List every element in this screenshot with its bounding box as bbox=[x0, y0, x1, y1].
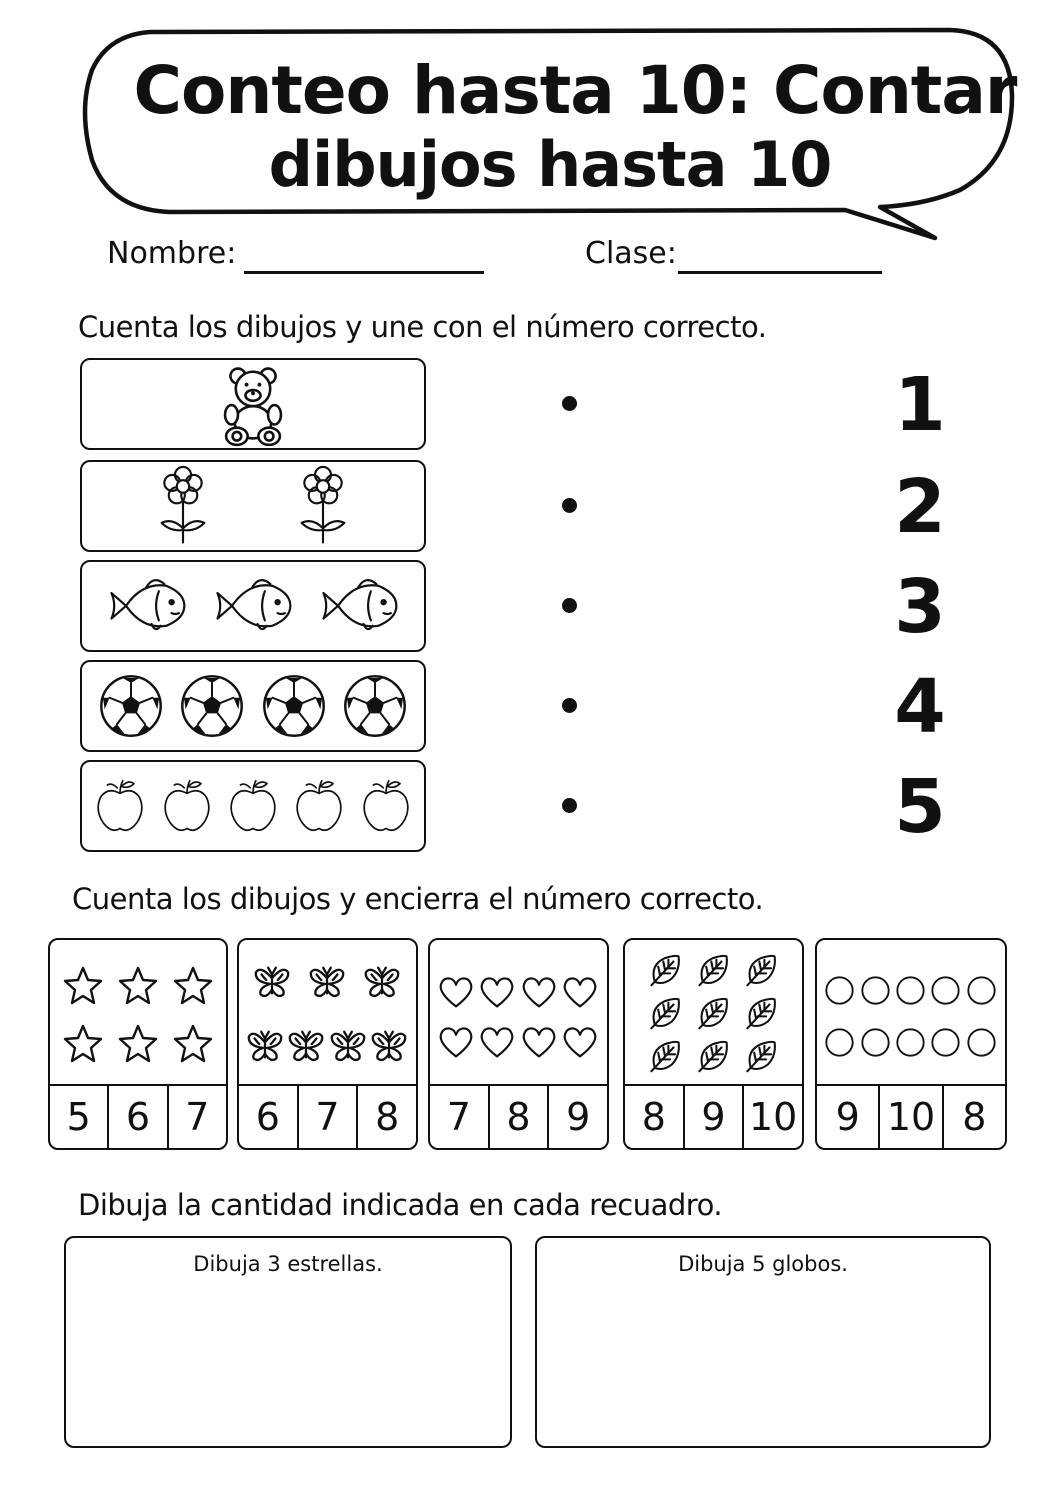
star-icon bbox=[63, 966, 103, 1006]
draw-box-stars-label: Dibuja 3 estrellas. bbox=[193, 1252, 383, 1276]
draw-box-stars[interactable] bbox=[64, 1236, 512, 1448]
name-label: Nombre: bbox=[107, 236, 237, 271]
section1-instruction: Cuenta los dibujos y une con el número correcto. bbox=[78, 310, 767, 344]
card-number-options bbox=[239, 1084, 416, 1148]
number-option[interactable]: 10 bbox=[742, 1086, 802, 1148]
heart-icon bbox=[479, 1024, 515, 1060]
circle-icon bbox=[966, 1027, 997, 1058]
leaf-icon bbox=[648, 953, 682, 987]
card-number-options bbox=[625, 1084, 802, 1148]
circle-icon bbox=[895, 1027, 926, 1058]
match-dot[interactable] bbox=[562, 698, 577, 713]
count-card bbox=[237, 938, 418, 1150]
star-icon bbox=[63, 1024, 103, 1064]
circle-icon bbox=[860, 1027, 891, 1058]
number-option[interactable]: 9 bbox=[683, 1086, 743, 1148]
circle-icon bbox=[860, 975, 891, 1006]
match-dot[interactable] bbox=[562, 396, 577, 411]
section3-instruction: Dibuja la cantidad indicada en cada recuadro. bbox=[78, 1188, 723, 1222]
apple-icon bbox=[159, 778, 215, 834]
card-pictures bbox=[625, 940, 802, 1088]
match-dot[interactable] bbox=[562, 798, 577, 813]
apple-icon bbox=[358, 778, 414, 834]
card-number-options bbox=[430, 1084, 607, 1148]
star-icon bbox=[173, 1024, 213, 1064]
card-pictures bbox=[239, 940, 416, 1088]
heart-icon bbox=[521, 974, 557, 1010]
section2-instruction: Cuenta los dibujos y encierra el número correcto. bbox=[72, 882, 764, 916]
leaf-icon bbox=[696, 1039, 730, 1073]
teddy-bear-icon bbox=[210, 361, 296, 447]
draw-box-balloons[interactable] bbox=[535, 1236, 991, 1448]
name-answer-line[interactable] bbox=[244, 271, 484, 274]
match-number[interactable]: 2 bbox=[894, 464, 946, 550]
count-card bbox=[815, 938, 1007, 1150]
fish-icon bbox=[106, 573, 188, 639]
star-icon bbox=[173, 966, 213, 1006]
soccer-ball-icon bbox=[342, 673, 408, 739]
count-card bbox=[48, 938, 228, 1150]
card-pictures bbox=[430, 940, 607, 1088]
count-card bbox=[623, 938, 804, 1150]
heart-icon bbox=[562, 1024, 598, 1060]
star-icon bbox=[118, 966, 158, 1006]
number-option[interactable]: 6 bbox=[107, 1086, 166, 1148]
class-answer-line[interactable] bbox=[678, 271, 882, 274]
card-pictures bbox=[50, 940, 226, 1088]
circle-icon bbox=[930, 975, 961, 1006]
number-option[interactable]: 8 bbox=[641, 1095, 666, 1139]
apple-icon bbox=[92, 778, 148, 834]
match-number[interactable]: 3 bbox=[894, 564, 946, 650]
leaf-icon bbox=[696, 953, 730, 987]
number-option[interactable]: 10 bbox=[878, 1086, 941, 1148]
leaf-icon bbox=[744, 996, 778, 1030]
leaf-icon bbox=[696, 996, 730, 1030]
number-option[interactable]: 5 bbox=[66, 1095, 91, 1139]
card-number-options bbox=[817, 1084, 1005, 1148]
number-option[interactable]: 7 bbox=[167, 1086, 226, 1148]
star-icon bbox=[118, 1024, 158, 1064]
match-dot[interactable] bbox=[562, 598, 577, 613]
match-number[interactable]: 5 bbox=[894, 764, 946, 850]
number-option[interactable]: 8 bbox=[942, 1086, 1005, 1148]
number-option[interactable]: 7 bbox=[297, 1086, 357, 1148]
heart-icon bbox=[521, 1024, 557, 1060]
card-number-options bbox=[50, 1084, 226, 1148]
flower-icon bbox=[143, 466, 223, 546]
match-number[interactable]: 1 bbox=[894, 362, 946, 448]
butterfly-icon bbox=[253, 963, 291, 1001]
count-card bbox=[428, 938, 609, 1150]
card-pictures bbox=[817, 940, 1005, 1088]
match-dot[interactable] bbox=[562, 498, 577, 513]
circle-icon bbox=[895, 975, 926, 1006]
heart-icon bbox=[438, 974, 474, 1010]
soccer-ball-icon bbox=[179, 673, 245, 739]
fish-icon bbox=[318, 573, 400, 639]
number-option[interactable]: 8 bbox=[356, 1086, 416, 1148]
page-title-line-2: dibujos hasta 10 bbox=[268, 128, 832, 201]
number-option[interactable]: 8 bbox=[488, 1086, 548, 1148]
soccer-ball-icon bbox=[98, 673, 164, 739]
class-label: Clase: bbox=[585, 236, 677, 271]
draw-box-balloons-label: Dibuja 5 globos. bbox=[678, 1252, 848, 1276]
apple-icon bbox=[291, 778, 347, 834]
heart-icon bbox=[438, 1024, 474, 1060]
number-option[interactable]: 7 bbox=[446, 1095, 471, 1139]
butterfly-icon bbox=[363, 963, 401, 1001]
flower-icon bbox=[283, 466, 363, 546]
heart-icon bbox=[562, 974, 598, 1010]
number-option[interactable]: 9 bbox=[547, 1086, 607, 1148]
circle-icon bbox=[930, 1027, 961, 1058]
apple-icon bbox=[225, 778, 281, 834]
match-picture-box bbox=[80, 560, 426, 652]
page-title-line-1: Conteo hasta 10: Contar bbox=[133, 52, 1017, 129]
butterfly-icon bbox=[329, 1027, 367, 1065]
match-picture-box bbox=[80, 660, 426, 752]
number-option[interactable]: 6 bbox=[255, 1095, 280, 1139]
butterfly-icon bbox=[246, 1027, 284, 1065]
fish-icon bbox=[212, 573, 294, 639]
leaf-icon bbox=[744, 1039, 778, 1073]
butterfly-icon bbox=[308, 963, 346, 1001]
leaf-icon bbox=[648, 1039, 682, 1073]
butterfly-icon bbox=[370, 1027, 408, 1065]
match-number[interactable]: 4 bbox=[894, 664, 946, 750]
soccer-ball-icon bbox=[261, 673, 327, 739]
leaf-icon bbox=[744, 953, 778, 987]
match-picture-box bbox=[80, 760, 426, 852]
butterfly-icon bbox=[287, 1027, 325, 1065]
circle-icon bbox=[966, 975, 997, 1006]
circle-icon bbox=[824, 975, 855, 1006]
heart-icon bbox=[479, 974, 515, 1010]
circle-icon bbox=[824, 1027, 855, 1058]
number-option[interactable]: 9 bbox=[835, 1095, 860, 1139]
match-picture-box bbox=[80, 460, 426, 552]
leaf-icon bbox=[648, 996, 682, 1030]
match-picture-box bbox=[80, 358, 426, 450]
